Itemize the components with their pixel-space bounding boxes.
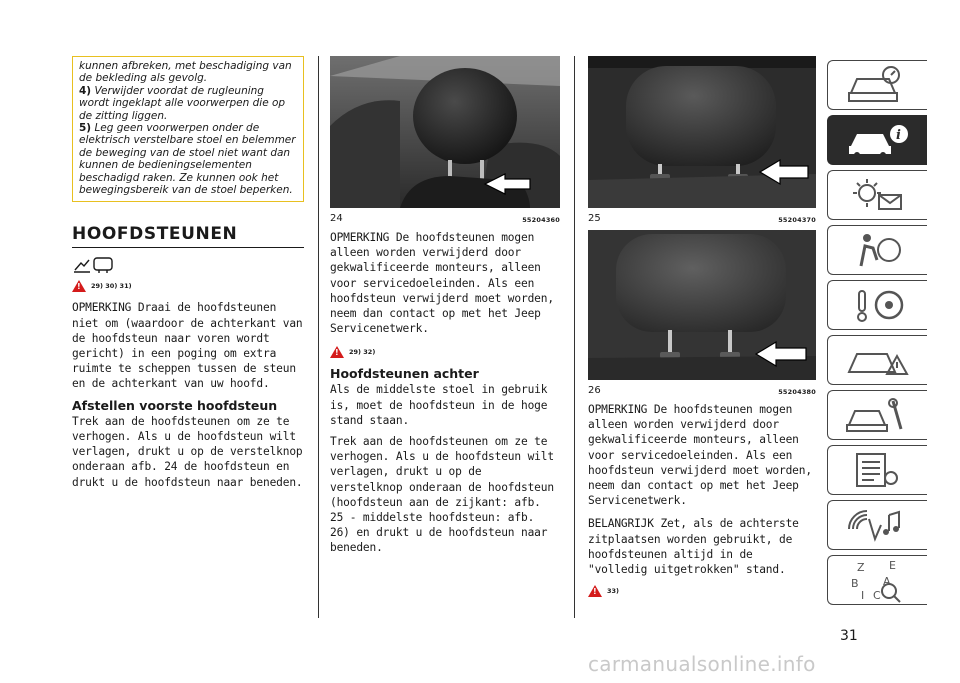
- paragraph: OPMERKING De hoofdsteunen mogen alleen worden verwijderd door gekwalificeerde monteurs, alleen voor servicedoeleinden. Als een hoofdsteun verwijderd moet worden, neem dan contact op met het Jeep Servicenetwerk.: [330, 231, 554, 336]
- figure-code: 55204380: [778, 388, 816, 396]
- caution-note-box: [72, 56, 304, 202]
- note-text: Leg geen voorwerpen onder de elektrisch verstelbare stoel en belemmer de beweging van de stoel niet want dan kunnen de bedieningselementen beschadigd raken. Ze kunnen ook het bewegingsbereik van de stoel beperken.: [79, 122, 296, 197]
- paragraph: Trek aan de hoofdsteunen om ze te verhogen. Als u de hoofdsteun wilt verlagen, drukt u op de verstelknop onderaan afb. 24 de hoofdsteun en drukt u de hoofdsteun naar beneden.: [72, 414, 303, 489]
- paragraph: Trek aan de hoofdsteunen om ze te verhogen. Als u de hoofdsteun wilt verlagen, drukt u op de verstelknop onderaan de hoofdsteun (hoofdsteun aan de zijkant: afb. 25 - middelste hoofdsteun: afb. 26) en drukt u de hoofdsteun naar beneden.: [330, 435, 554, 555]
- svg-text:A: A: [882, 575, 891, 588]
- svg-text:i: i: [895, 128, 901, 143]
- svg-text:Z: Z: [856, 561, 865, 574]
- warning-lights-icon: [843, 175, 913, 215]
- warning-triangle-icon: [588, 585, 602, 597]
- paragraph: OPMERKING De hoofdsteunen mogen alleen worden verwijderd door gekwalificeerde monteurs, alleen voor servicedoeleinden. Als een hoofdsteun verwijderd moet worden, neem dan contact op met het Jeep Servicenetwerk.: [588, 403, 812, 508]
- warning-reference: [588, 585, 816, 597]
- warning-refs: 33): [607, 587, 620, 596]
- dashboard-gauges-icon: [843, 65, 913, 105]
- figure-26-photo: [588, 230, 816, 380]
- figure-number: 25: [588, 213, 601, 224]
- svg-text:E: E: [888, 559, 896, 572]
- column-divider: [574, 56, 575, 618]
- headrest-adjust-icon: [72, 256, 304, 274]
- note-text: Verwijder voordat de rugleuning wordt ingeklapt alle voorwerpen die op de zitting liggen.: [79, 84, 286, 122]
- technical-data-icon: [843, 450, 913, 490]
- figure-number: 24: [330, 213, 343, 224]
- warning-refs: 29) 32): [349, 348, 376, 357]
- page-number: 31: [840, 628, 858, 644]
- figure-24-photo: [330, 56, 560, 208]
- tab-emergency[interactable]: [827, 335, 927, 385]
- figure-code: 55204370: [778, 216, 816, 224]
- service-tools-icon: [843, 395, 913, 435]
- column-left: [72, 56, 304, 490]
- safety-airbag-icon: [843, 230, 913, 270]
- column-middle: [330, 56, 560, 556]
- watermark: carmanualsonline.info: [588, 652, 816, 676]
- column-right: [588, 56, 816, 597]
- tab-safety[interactable]: [827, 225, 927, 275]
- figure-code: 55204360: [522, 216, 560, 224]
- tab-technical-data[interactable]: [827, 445, 927, 495]
- tab-service[interactable]: [827, 390, 927, 440]
- section-title: HOOFDSTEUNEN: [72, 224, 304, 248]
- subheading: Afstellen voorste hoofdsteun: [72, 397, 278, 413]
- paragraph: Als de middelste stoel in gebruik is, moet de hoofdsteun in de hoge stand staan.: [330, 383, 548, 427]
- warning-reference: [330, 346, 560, 358]
- note-number: 5): [79, 122, 92, 135]
- tab-dashboard[interactable]: [827, 60, 927, 110]
- warning-refs: 29) 30) 31): [91, 282, 132, 291]
- svg-text:C: C: [872, 589, 881, 602]
- column-divider: [318, 56, 319, 618]
- tab-multimedia[interactable]: [827, 500, 927, 550]
- figure-number: 26: [588, 385, 601, 396]
- svg-text:B: B: [850, 577, 859, 590]
- warning-reference: [72, 280, 304, 292]
- tab-driving[interactable]: [827, 280, 927, 330]
- subheading: Hoofdsteunen achter: [330, 366, 479, 382]
- paragraph: BELANGRIJK Zet, als de achterste zitplaatsen worden gebruikt, de hoofdsteunen altijd in de "volledig uitgetrokken" stand.: [588, 517, 799, 577]
- tab-index[interactable]: [827, 555, 927, 605]
- multimedia-icon: [843, 505, 913, 545]
- driving-steering-icon: [843, 285, 913, 325]
- tab-car-info[interactable]: [827, 115, 927, 165]
- index-icon: [843, 557, 913, 603]
- note-number: 4): [79, 84, 92, 97]
- paragraph: OPMERKING Draai de hoofdsteunen niet om (waardoor de achterkant van de hoofdsteun naar voren wordt gericht) in een poging om extra ruimte te scheppen tussen de steun en de achterkant van uw hoofd.: [72, 301, 303, 391]
- tab-warning-lights[interactable]: [827, 170, 927, 220]
- note-continuation: kunnen afbreken, met beschadiging van de bekleding als gevolg.: [79, 60, 292, 85]
- figure-25-photo: [588, 56, 816, 208]
- warning-triangle-icon: [330, 346, 344, 358]
- car-info-icon: [843, 120, 913, 160]
- svg-text:I: I: [860, 589, 864, 602]
- emergency-icon: [843, 340, 913, 380]
- warning-triangle-icon: [72, 280, 86, 292]
